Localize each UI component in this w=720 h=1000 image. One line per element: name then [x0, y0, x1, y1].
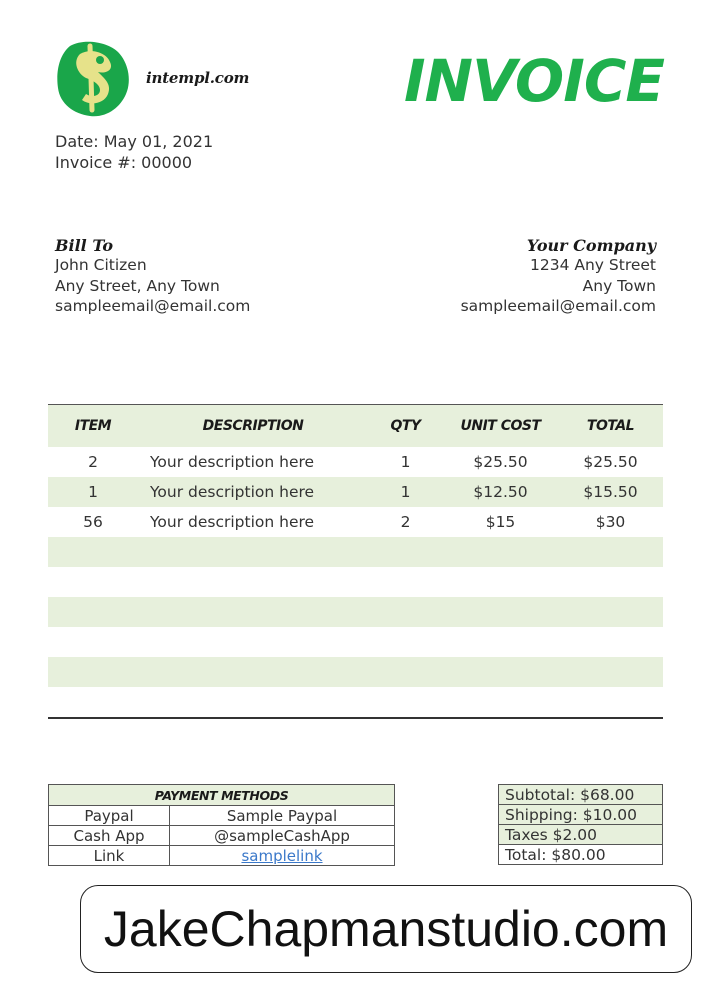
table-row	[48, 567, 663, 597]
cell-description: Your description here	[150, 453, 315, 471]
cell-qty	[368, 657, 443, 687]
payment-method-value: Sample Paypal	[170, 806, 395, 826]
company-block	[461, 236, 656, 317]
cell-item: 2	[88, 453, 98, 471]
cell-description	[138, 627, 368, 657]
cell-qty	[368, 537, 443, 567]
payment-method-label: Cash App	[49, 826, 170, 846]
company-street: 1234 Any Street	[530, 256, 656, 274]
subtotal: Subtotal: $68.00	[499, 785, 663, 805]
cell-description	[138, 687, 368, 718]
cell-total	[558, 567, 663, 597]
cell-description: Your description here	[138, 477, 368, 507]
header-unit-cost: UNIT COST	[443, 405, 558, 448]
cell-item	[48, 597, 138, 627]
cell-item	[48, 657, 138, 687]
cell-total	[558, 597, 663, 627]
cell-total: $30	[595, 513, 626, 531]
payment-row-cashapp	[49, 826, 395, 846]
payment-method-value	[170, 846, 395, 866]
cell-unit-cost: $12.50	[443, 477, 558, 507]
bill-to-block	[55, 236, 250, 317]
header-total: TOTAL	[558, 405, 663, 448]
payment-row-link	[49, 846, 395, 866]
bill-to-name: John Citizen	[55, 256, 147, 274]
header-item: ITEM	[48, 405, 138, 448]
items-header-row	[48, 405, 663, 448]
bill-to-email: sampleemail@email.com	[55, 297, 251, 315]
shipping: Shipping: $10.00	[499, 805, 663, 825]
payment-method-label: Link	[49, 846, 170, 866]
cell-unit-cost	[443, 627, 558, 657]
cell-unit-cost	[443, 687, 558, 718]
payment-link[interactable]: samplelink	[241, 846, 323, 865]
cell-unit-cost	[443, 597, 558, 627]
cell-qty: 1	[400, 453, 411, 471]
cell-description	[138, 567, 368, 597]
cell-item	[48, 627, 138, 657]
watermark-banner: JakeChapmanstudio.com	[80, 885, 692, 973]
cell-qty	[368, 567, 443, 597]
table-row	[48, 627, 663, 657]
cell-total: $15.50	[558, 477, 663, 507]
cell-description: Your description here	[150, 513, 315, 531]
cell-total	[558, 657, 663, 687]
cell-item	[48, 537, 138, 567]
company-heading: Your Company	[526, 236, 656, 255]
header-description: DESCRIPTION	[138, 405, 368, 448]
cell-total	[558, 627, 663, 657]
table-row	[48, 597, 663, 627]
table-row	[48, 477, 663, 507]
company-town: Any Town	[582, 276, 656, 295]
cell-unit-cost: $25.50	[473, 453, 528, 471]
payment-method-label: Paypal	[49, 806, 170, 826]
bill-to-heading: Bill To	[55, 236, 114, 255]
cell-qty: 1	[368, 477, 443, 507]
table-row	[48, 687, 663, 718]
items-table	[48, 404, 663, 719]
header-qty: QTY	[368, 405, 443, 448]
logo-text: intempl.com	[146, 69, 250, 87]
invoice-title: INVOICE	[403, 47, 664, 115]
totals-table	[498, 784, 663, 865]
cell-description	[138, 597, 368, 627]
cell-unit-cost	[443, 567, 558, 597]
invoice-number: Invoice #: 00000	[55, 153, 193, 172]
cell-item	[48, 567, 138, 597]
logo-icon	[56, 40, 132, 118]
cell-item	[48, 687, 138, 718]
payment-methods-heading: PAYMENT METHODS	[49, 785, 395, 806]
payment-method-value: @sampleCashApp	[170, 826, 395, 846]
cell-item: 56	[83, 513, 103, 531]
cell-total	[558, 687, 663, 718]
cell-description	[138, 537, 368, 567]
table-row	[48, 537, 663, 567]
taxes: Taxes $2.00	[499, 825, 663, 845]
payment-methods-table	[48, 784, 395, 866]
cell-unit-cost: $15	[485, 513, 516, 531]
cell-unit-cost	[443, 537, 558, 567]
cell-qty	[368, 627, 443, 657]
cell-qty: 2	[400, 513, 411, 531]
cell-total: $25.50	[583, 453, 638, 471]
cell-qty	[368, 687, 443, 718]
grand-total: Total: $80.00	[499, 845, 663, 865]
cell-total	[558, 537, 663, 567]
table-row	[48, 507, 663, 537]
cell-item: 1	[48, 477, 138, 507]
cell-description	[138, 657, 368, 687]
invoice-date: Date: May 01, 2021	[55, 132, 214, 151]
cell-qty	[368, 597, 443, 627]
company-email: sampleemail@email.com	[460, 297, 656, 315]
bill-to-address: Any Street, Any Town	[55, 276, 220, 295]
table-row	[48, 447, 663, 477]
cell-unit-cost	[443, 657, 558, 687]
table-row	[48, 657, 663, 687]
payment-row-paypal	[49, 806, 395, 826]
